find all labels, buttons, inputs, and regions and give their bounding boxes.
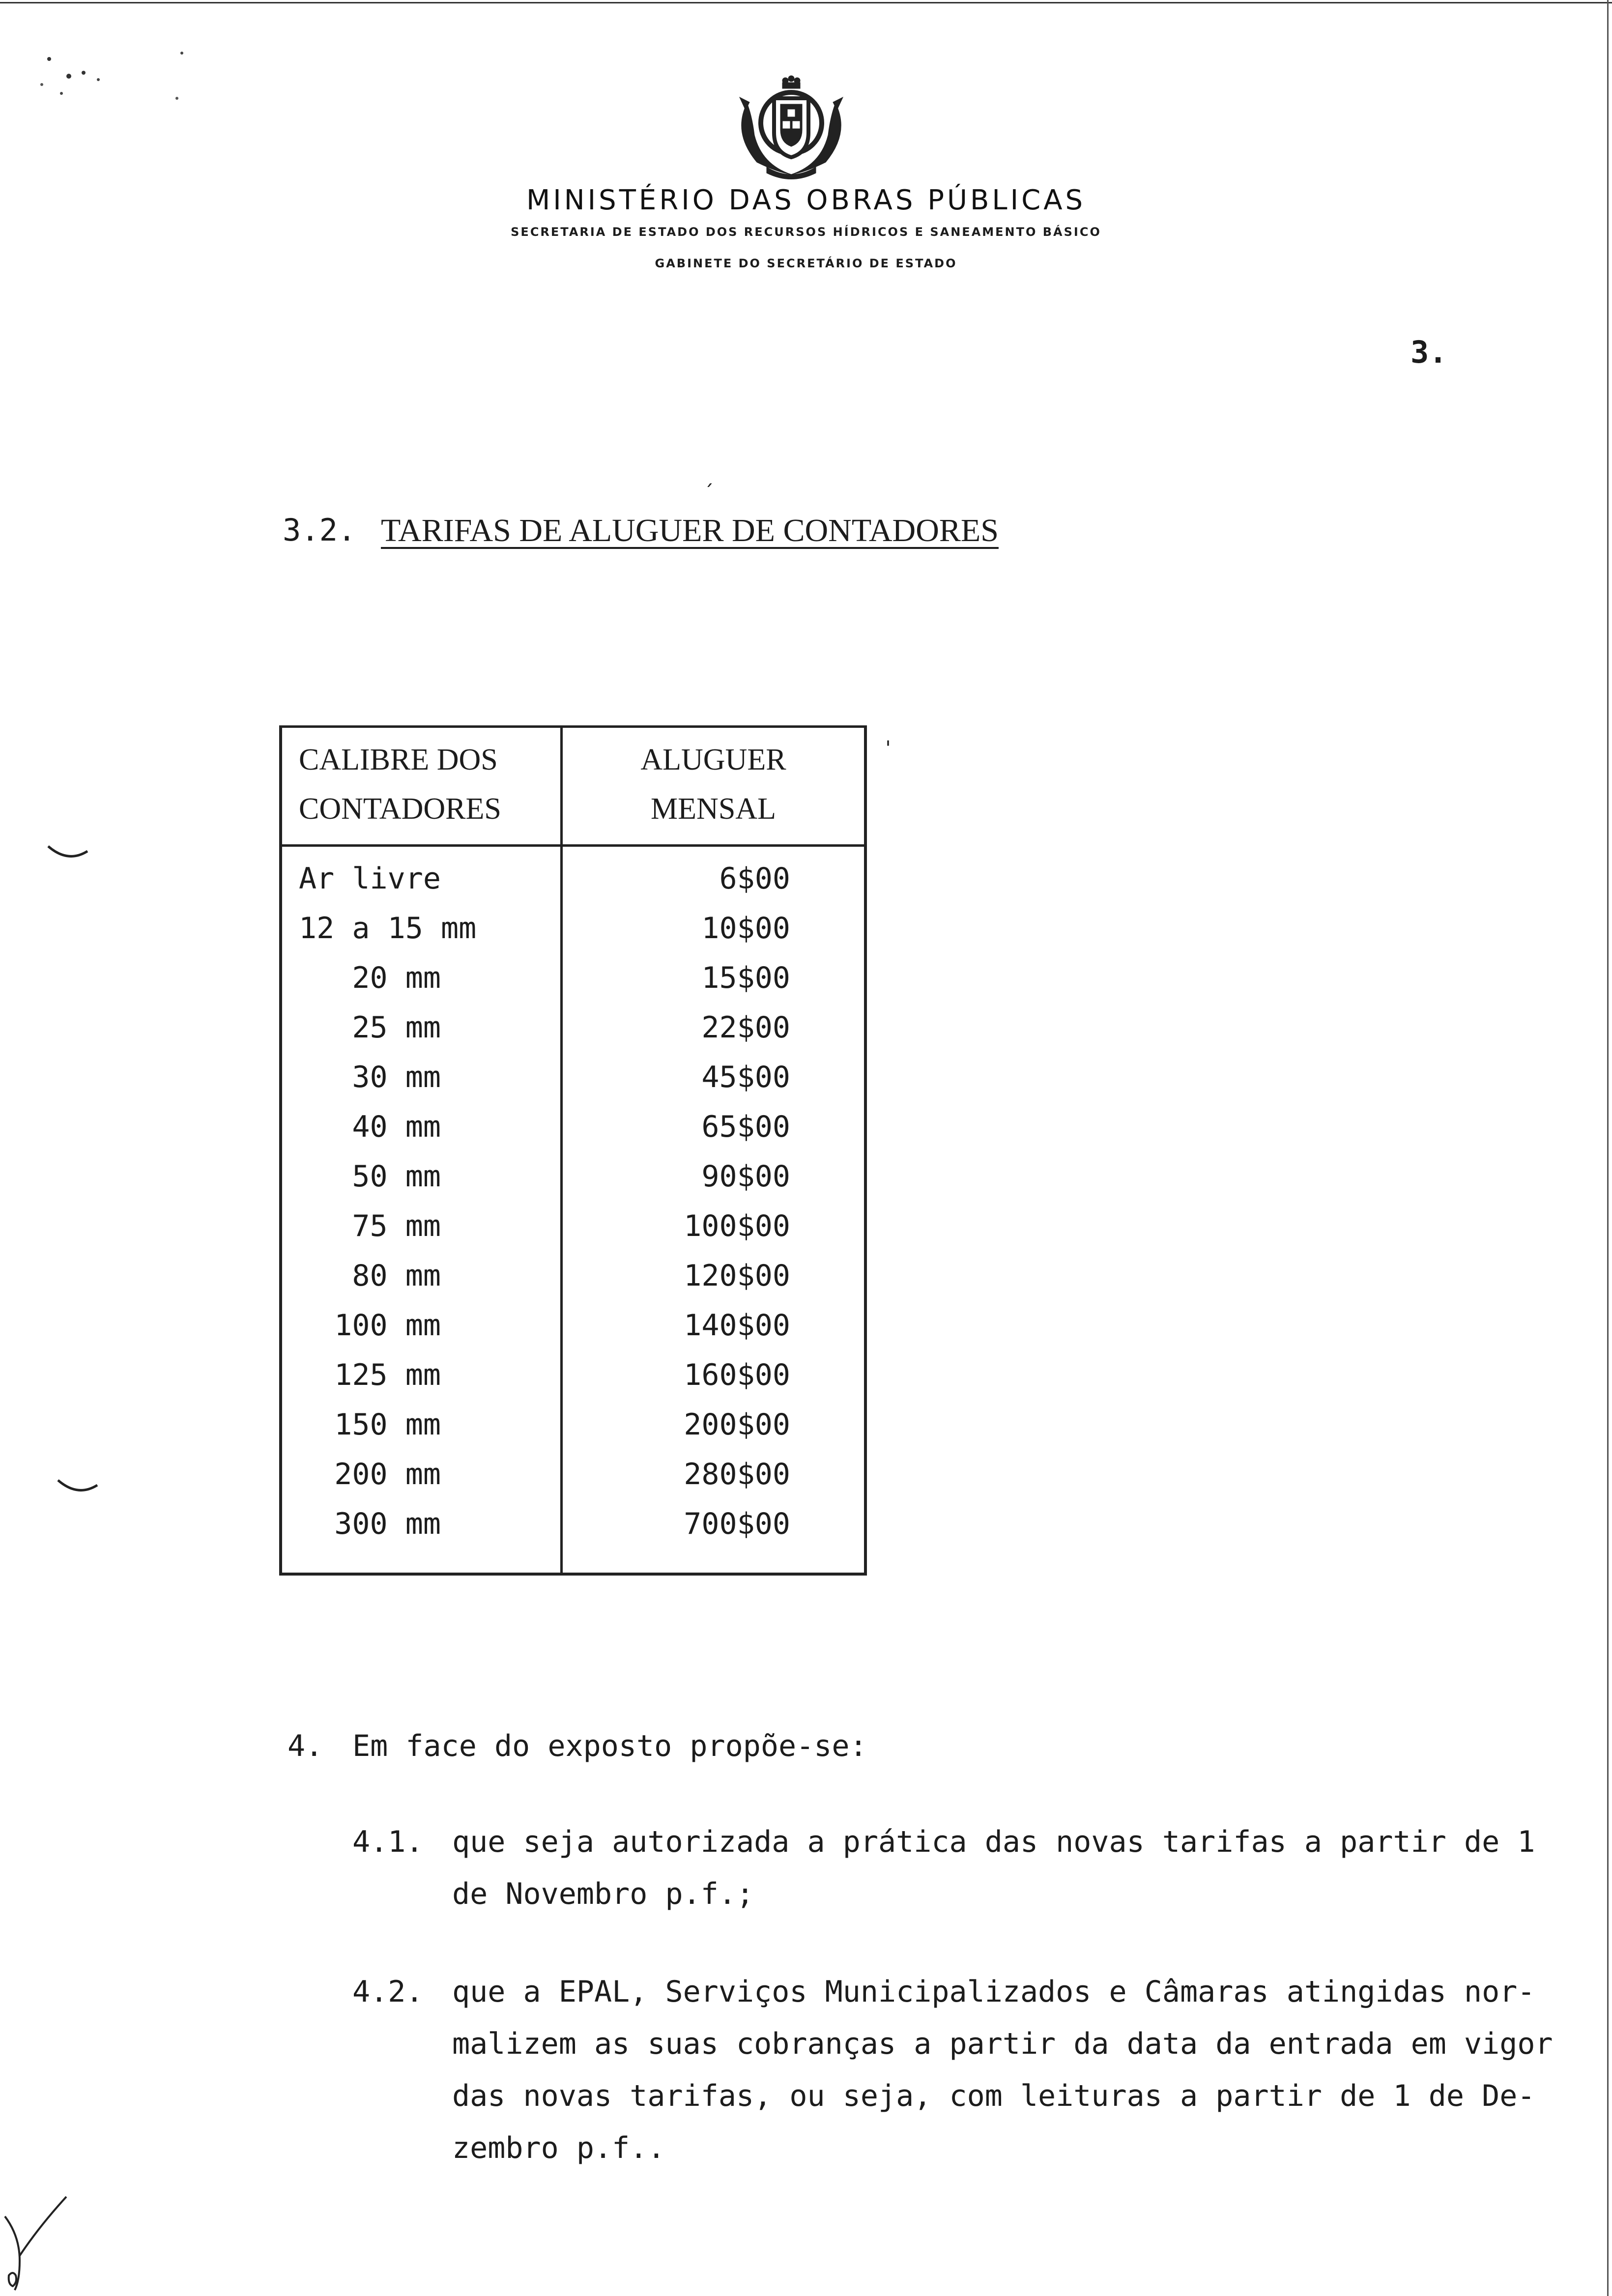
paragraph-4-1-number: 4.1.	[352, 1825, 424, 1859]
table-cell-aluguer: 65$00	[701, 1110, 790, 1144]
secretariat-name: SECRETARIA DE ESTADO DOS RECURSOS HÍDRICOS E SANEAMENTO BÁSICO	[511, 225, 1101, 239]
ink-specks	[34, 39, 211, 118]
paragraph-line: de Novembro p.f.;	[452, 1877, 754, 1911]
table-cell-aluguer: 200$00	[684, 1407, 790, 1442]
paragraph-4-2-text	[452, 1966, 1553, 2174]
table-cell-calibre: 300 mm	[299, 1507, 441, 1541]
table-cell-aluguer: 280$00	[684, 1457, 790, 1492]
ink-tick-mark: '	[882, 737, 894, 760]
paragraph-4-text: Em face do exposto propõe-se:	[352, 1729, 867, 1763]
table-cell-calibre: 30 mm	[299, 1060, 441, 1094]
table-cell-calibre: 12 a 15 mm	[299, 911, 477, 946]
section-number: 3.2.	[283, 512, 356, 548]
coat-of-arms-emblem	[727, 74, 855, 182]
table-cell-calibre: 50 mm	[299, 1159, 441, 1194]
table-cell-aluguer: 140$00	[684, 1308, 790, 1343]
table-cell-aluguer: 15$00	[701, 961, 790, 995]
ink-tick-mark: ´	[703, 482, 715, 504]
office-name: GABINETE DO SECRETÁRIO DE ESTADO	[655, 257, 957, 270]
table-cell-aluguer: 90$00	[701, 1159, 790, 1194]
handwritten-initials	[0, 2182, 69, 2296]
table-left-border	[279, 725, 282, 1576]
column-header-calibre-line2: CONTADORES	[299, 792, 501, 826]
table-bottom-border	[279, 1573, 867, 1576]
section-title: TARIFAS DE ALUGUER DE CONTADORES	[381, 513, 999, 548]
paragraph-line: zembro p.f..	[452, 2131, 665, 2165]
table-header-divider	[279, 844, 867, 847]
table-right-border	[864, 725, 867, 1576]
table-cell-calibre: 75 mm	[299, 1209, 441, 1243]
page-number: 3.	[1410, 334, 1447, 370]
paragraph-4-2-number: 4.2.	[352, 1975, 424, 2009]
column-header-calibre-line1: CALIBRE DOS	[299, 743, 498, 776]
margin-ink-mark	[54, 1469, 108, 1499]
table-cell-aluguer: 100$00	[684, 1209, 790, 1243]
paragraph-line: que seja autorizada a prática das novas tarifas a partir de 1	[452, 1825, 1535, 1859]
table-cell-aluguer: 120$00	[684, 1259, 790, 1293]
table-cell-calibre: 25 mm	[299, 1010, 441, 1045]
paragraph-line: malizem as suas cobranças a partir da data da entrada em vigor	[452, 2027, 1553, 2061]
table-cell-aluguer: 22$00	[701, 1010, 790, 1045]
paragraph-line: das novas tarifas, ou seja, com leituras a partir de 1 de De-	[452, 2079, 1535, 2113]
column-header-aluguer-line2: MENSAL	[651, 792, 776, 826]
paragraph-4-1-text	[452, 1816, 1535, 1920]
paragraph-4-number: 4.	[288, 1729, 323, 1763]
top-border-line	[0, 2, 1612, 3]
table-cell-calibre: 20 mm	[299, 961, 441, 995]
column-header-aluguer	[563, 735, 864, 833]
paragraph-line: que a EPAL, Serviços Municipalizados e Câmaras atingidas nor-	[452, 1975, 1535, 2009]
table-cell-aluguer: 10$00	[701, 911, 790, 946]
table-top-border	[279, 725, 867, 728]
table-cell-calibre: Ar livre	[299, 861, 441, 896]
table-cell-calibre: 200 mm	[299, 1457, 441, 1492]
column-header-calibre	[299, 735, 501, 833]
right-border-line	[1607, 0, 1609, 2296]
margin-ink-mark	[44, 835, 103, 865]
column-header-aluguer-line1: ALUGUER	[640, 743, 786, 776]
table-cell-calibre: 150 mm	[299, 1407, 441, 1442]
meter-rental-table	[279, 725, 867, 1576]
table-cell-aluguer: 6$00	[719, 861, 790, 896]
table-cell-aluguer: 45$00	[701, 1060, 790, 1094]
table-cell-calibre: 80 mm	[299, 1259, 441, 1293]
ministry-name: MINISTÉRIO DAS OBRAS PÚBLICAS	[526, 184, 1086, 216]
table-cell-calibre: 125 mm	[299, 1358, 441, 1392]
table-cell-aluguer: 160$00	[684, 1358, 790, 1392]
table-cell-aluguer: 700$00	[684, 1507, 790, 1541]
table-cell-calibre: 40 mm	[299, 1110, 441, 1144]
table-cell-calibre: 100 mm	[299, 1308, 441, 1343]
